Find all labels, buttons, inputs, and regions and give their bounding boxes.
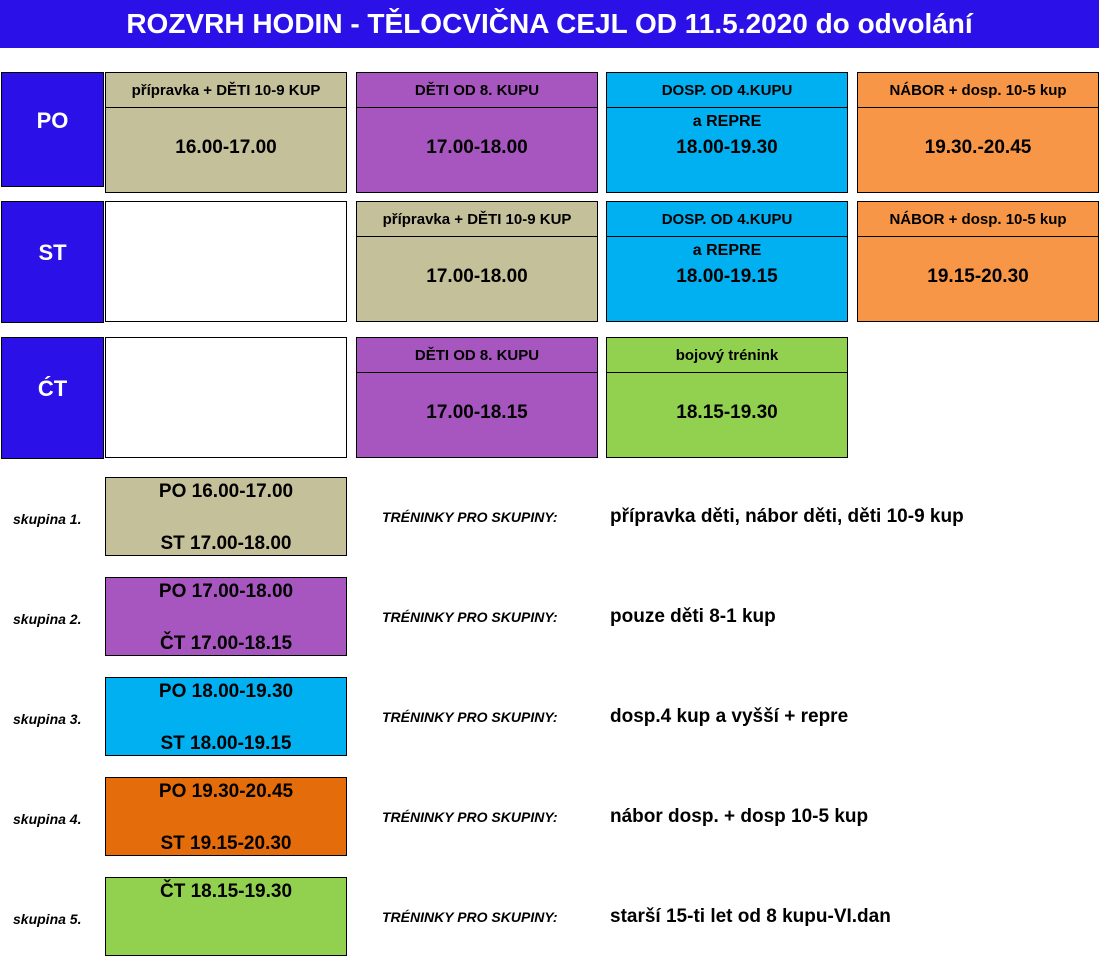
group-label: skupina 4. (13, 811, 82, 827)
cell-header: NÁBOR + dosp. 10-5 kup (858, 202, 1098, 237)
group-time-line-2: ST 18.00-19.15 (160, 733, 292, 754)
day-label-po: PO (1, 72, 104, 187)
group-description: dosp.4 kup a vyšší + repre (610, 706, 849, 727)
schedule-cell-st-4 (857, 201, 1099, 322)
page-title: ROZVRH HODIN - TĚLOCVIČNA CEJL OD 11.5.2020 do odvolání (0, 0, 1099, 48)
cell-subtitle: a REPRE (692, 113, 762, 130)
schedule-cell-po-4 (857, 72, 1099, 193)
cell-time: 17.00-18.00 (426, 137, 528, 158)
group-schedule-box (105, 877, 347, 956)
day-label-st: ST (1, 201, 104, 323)
cell-header: DOSP. OD 4.KUPU (607, 202, 847, 237)
group-time-line-2: ST 19.15-20.30 (160, 833, 292, 854)
cell-time: 16.00-17.00 (175, 137, 277, 158)
group-description: nábor dosp. + dosp 10-5 kup (610, 806, 869, 827)
schedule-cell-po-2 (356, 72, 598, 193)
cell-time: 18.15-19.30 (676, 402, 778, 423)
cell-time: 19.30.-20.45 (924, 137, 1032, 158)
group-time-line-2: ČT 17.00-18.15 (159, 633, 293, 654)
group-schedule-box (105, 477, 347, 556)
group-description: pouze děti 8-1 kup (610, 606, 776, 627)
group-description: přípravka děti, nábor děti, děti 10-9 kup (610, 506, 964, 527)
schedule-cell-ct-2 (356, 337, 598, 458)
group-time-line-1: ČT 18.15-19.30 (159, 881, 293, 902)
cell-header: DĚTI OD 8. KUPU (357, 73, 597, 108)
schedule-cell-ct-3 (606, 337, 848, 458)
empty-cell (105, 337, 347, 458)
cell-header: bojový trénink (607, 338, 847, 373)
group-time-line-1: PO 16.00-17.00 (158, 481, 294, 502)
group-caption: TRÉNINKY PRO SKUPINY: (382, 909, 558, 925)
cell-time: 17.00-18.15 (426, 402, 528, 423)
cell-header: DĚTI OD 8. KUPU (357, 338, 597, 373)
empty-cell (105, 201, 347, 322)
group-label: skupina 2. (13, 611, 82, 627)
group-time-line-1: PO 17.00-18.00 (158, 581, 294, 602)
group-time-line-1: PO 19.30-20.45 (158, 781, 294, 802)
group-label: skupina 1. (13, 511, 82, 527)
group-schedule-box (105, 577, 347, 656)
cell-header: přípravka + DĚTI 10-9 KUP (106, 73, 346, 108)
group-time-line-2: ST 17.00-18.00 (160, 533, 292, 554)
group-description: starší 15-ti let od 8 kupu-VI.dan (610, 906, 891, 927)
group-caption: TRÉNINKY PRO SKUPINY: (382, 609, 558, 625)
cell-time: 18.00-19.30 (676, 137, 778, 158)
group-time-line-1: PO 18.00-19.30 (158, 681, 294, 702)
group-caption: TRÉNINKY PRO SKUPINY: (382, 709, 558, 725)
day-label-ct: ĆT (1, 337, 104, 459)
group-schedule-box (105, 677, 347, 756)
schedule-cell-st-3 (606, 201, 848, 322)
schedule-cell-st-2 (356, 201, 598, 322)
cell-header: NÁBOR + dosp. 10-5 kup (858, 73, 1098, 108)
cell-header: přípravka + DĚTI 10-9 KUP (357, 202, 597, 237)
cell-time: 18.00-19.15 (676, 266, 778, 287)
group-label: skupina 3. (13, 711, 82, 727)
schedule-cell-po-3 (606, 72, 848, 193)
cell-time: 17.00-18.00 (426, 266, 528, 287)
group-label: skupina 5. (13, 911, 82, 927)
group-caption: TRÉNINKY PRO SKUPINY: (382, 809, 558, 825)
cell-subtitle: a REPRE (692, 242, 762, 259)
cell-time: 19.15-20.30 (927, 266, 1029, 287)
cell-header: DOSP. OD 4.KUPU (607, 73, 847, 108)
schedule-cell-po-1 (105, 72, 347, 193)
group-caption: TRÉNINKY PRO SKUPINY: (382, 509, 558, 525)
group-schedule-box (105, 777, 347, 856)
